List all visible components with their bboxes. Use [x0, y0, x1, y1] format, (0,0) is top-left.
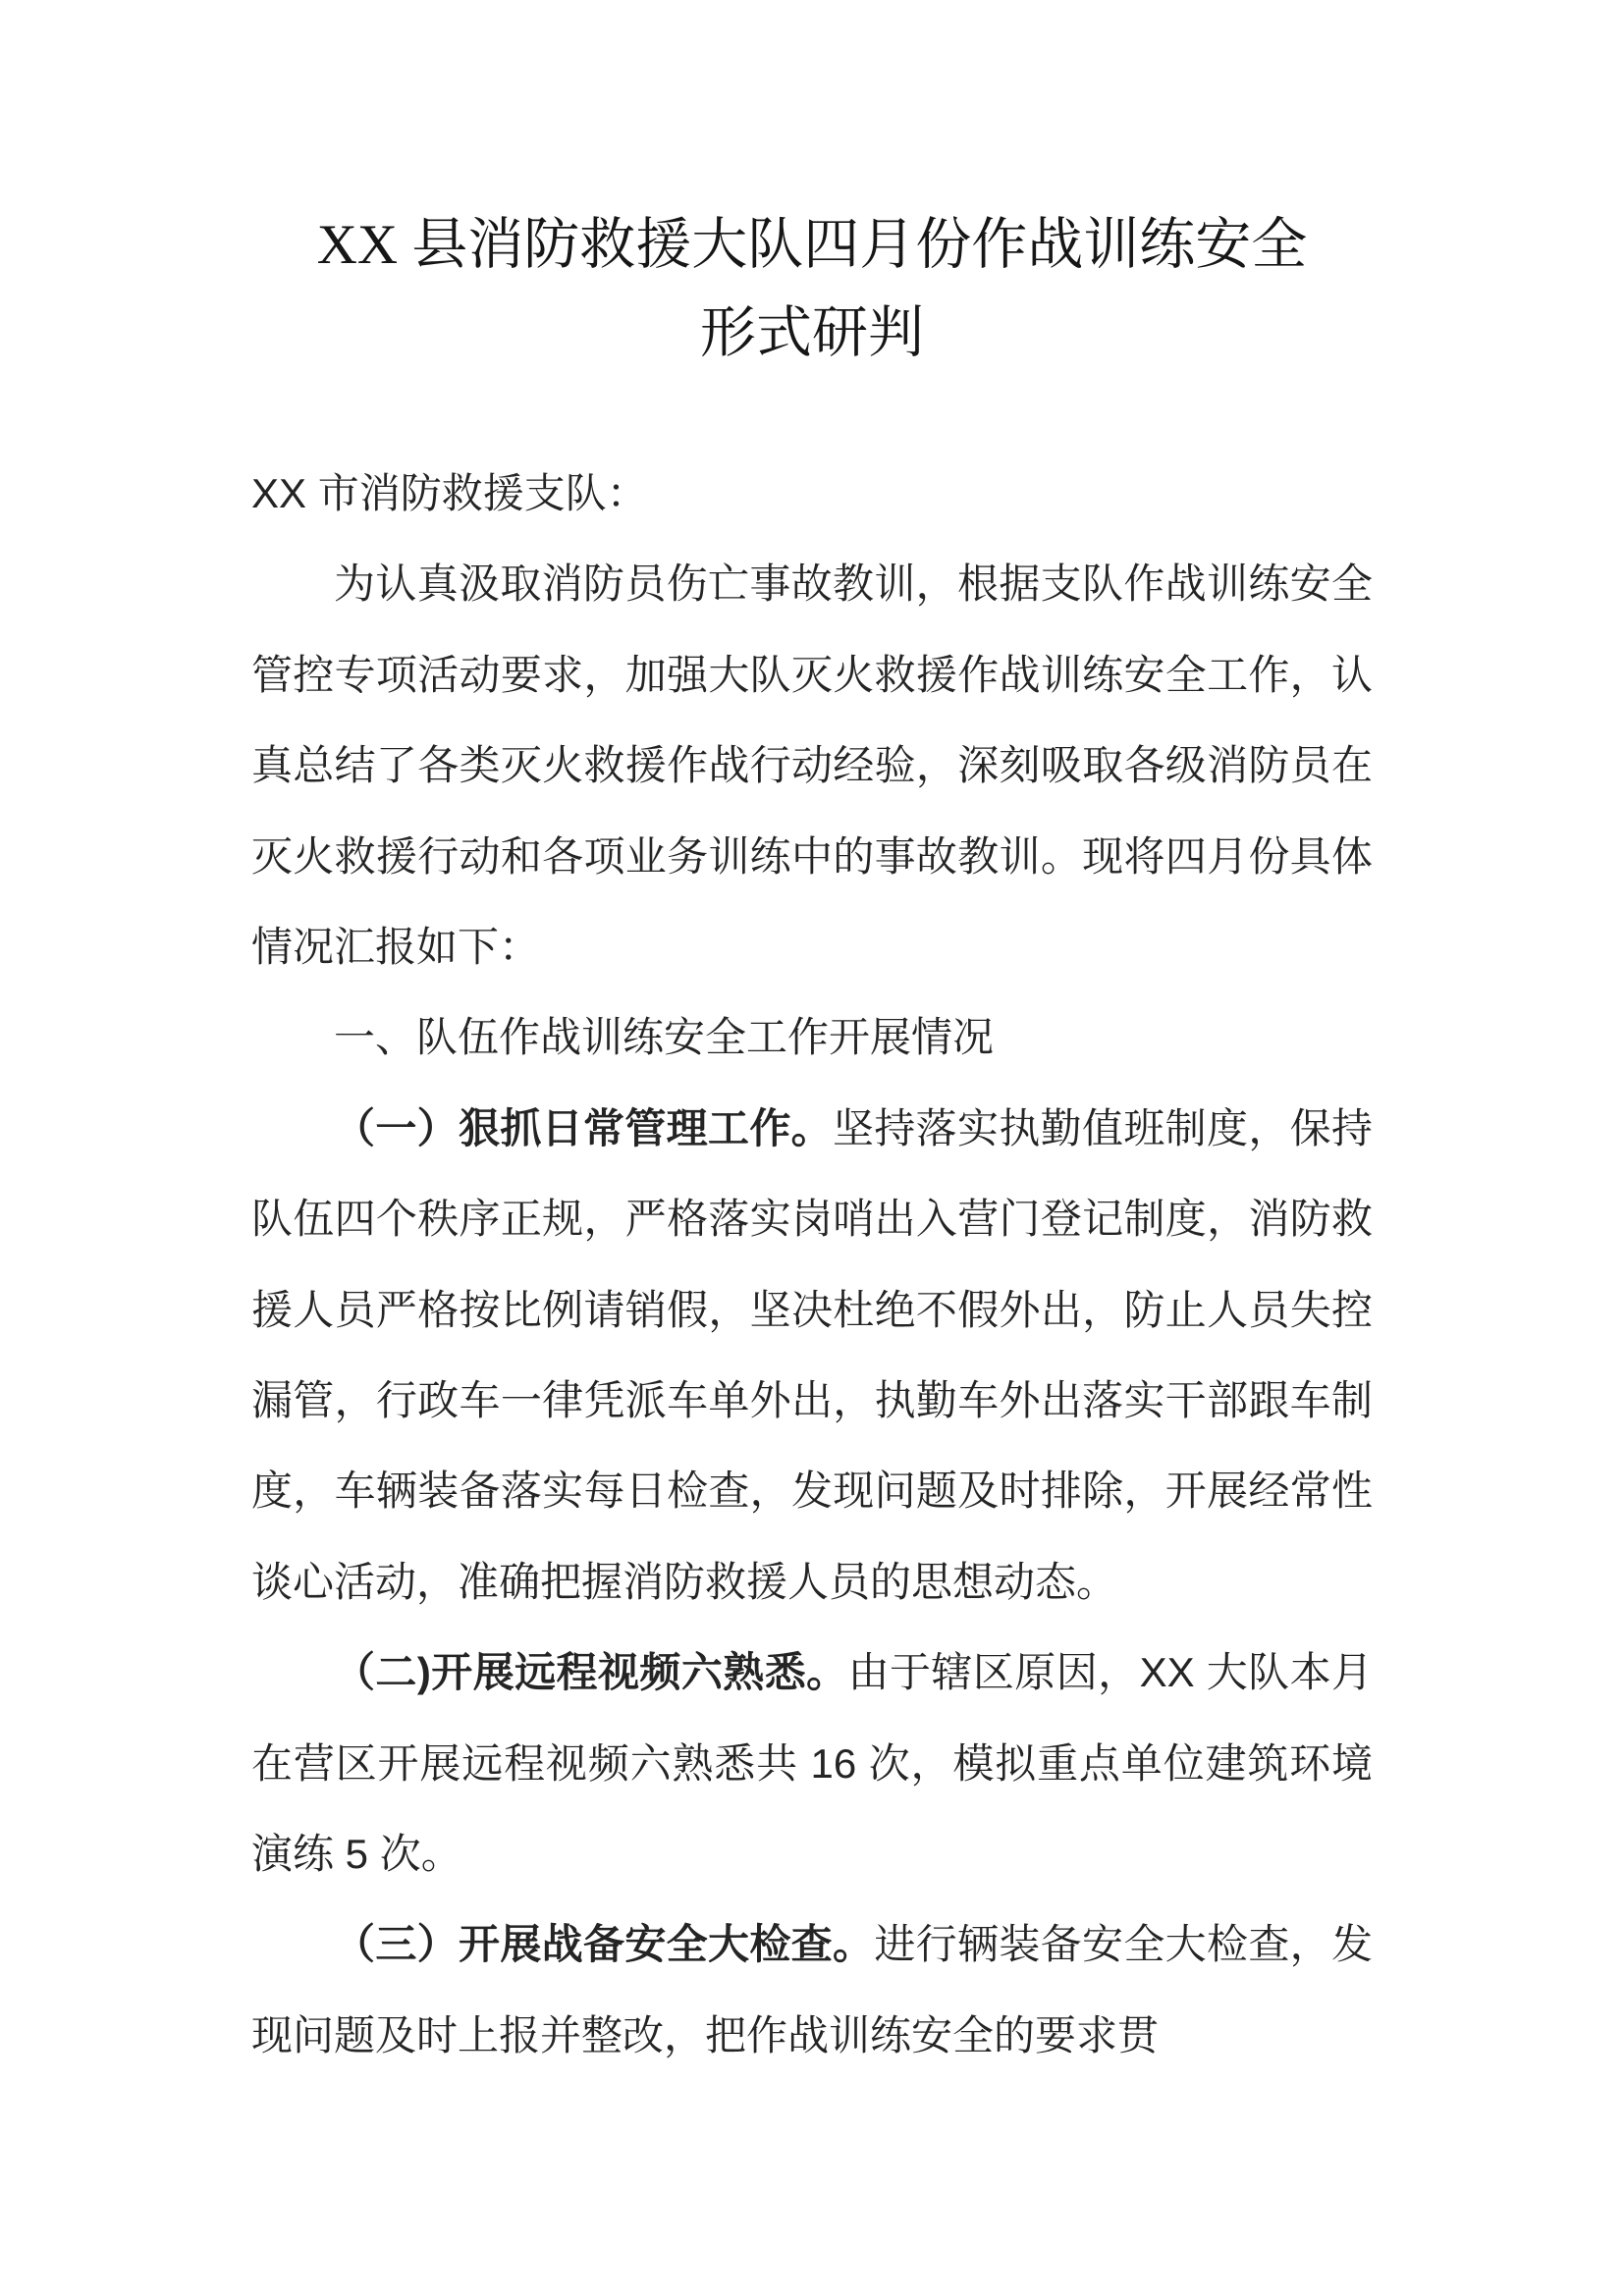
- text-run: 为认真汲取消防员伤亡事故教训，根据支队作战训练安全管控专项活动要求，加强大队灭火救援作战训练安全工作，认真总结了各类灭火救援作战行动经验，深刻吸取各级消防员在灭火救援行动和各项业务训练中的事故教训。现将四月份具体情况汇报如下：: [251, 561, 1373, 971]
- salutation: [251, 449, 1373, 539]
- text-run: 坚持落实执勤值班制度，保持队伍四个秩序正规，严格落实岗哨出入营门登记制度，消防救援人员严格按比例请销假，坚决杜绝不假外出，防止人员失控漏管，行政车一律凭派车单外出，执勤车外出落实干部跟车制度，车辆装备落实每日检查，发现问题及时排除，开展经常性谈心活动，准确把握消防救援人员的思想动态。: [251, 1104, 1373, 1605]
- item-2: [251, 1628, 1373, 1899]
- item-3: [251, 1899, 1373, 2081]
- bold-run: （二)开展远程视频六熟悉。: [334, 1649, 848, 1696]
- document-title: [251, 201, 1373, 378]
- bold-run: （一）狠抓日常管理工作。: [334, 1104, 833, 1151]
- text-run: XX 市消防救援支队：: [251, 470, 648, 517]
- intro-paragraph: [251, 539, 1373, 992]
- document-body: [251, 449, 1373, 2081]
- text-run: 由于辖区原因，XX 大队本月在营区开展远程视频六熟悉共 16 次，模拟重点单位建筑环境演练 5 次。: [251, 1649, 1373, 1877]
- item-1: [251, 1084, 1373, 1628]
- text-run: 一、队伍作战训练安全工作开展情况: [334, 1014, 995, 1061]
- bold-run: （三）开展战备安全大检查。: [334, 1921, 875, 1968]
- text-run: 进行辆装备安全大检查，发现问题及时上报并整改，把作战训练安全的要求贯: [251, 1921, 1373, 2058]
- title-line-2: 形式研判: [700, 302, 924, 365]
- title-line-1: XX 县消防救援大队四月份作战训练安全: [316, 214, 1308, 276]
- section-heading-1: [251, 992, 1373, 1083]
